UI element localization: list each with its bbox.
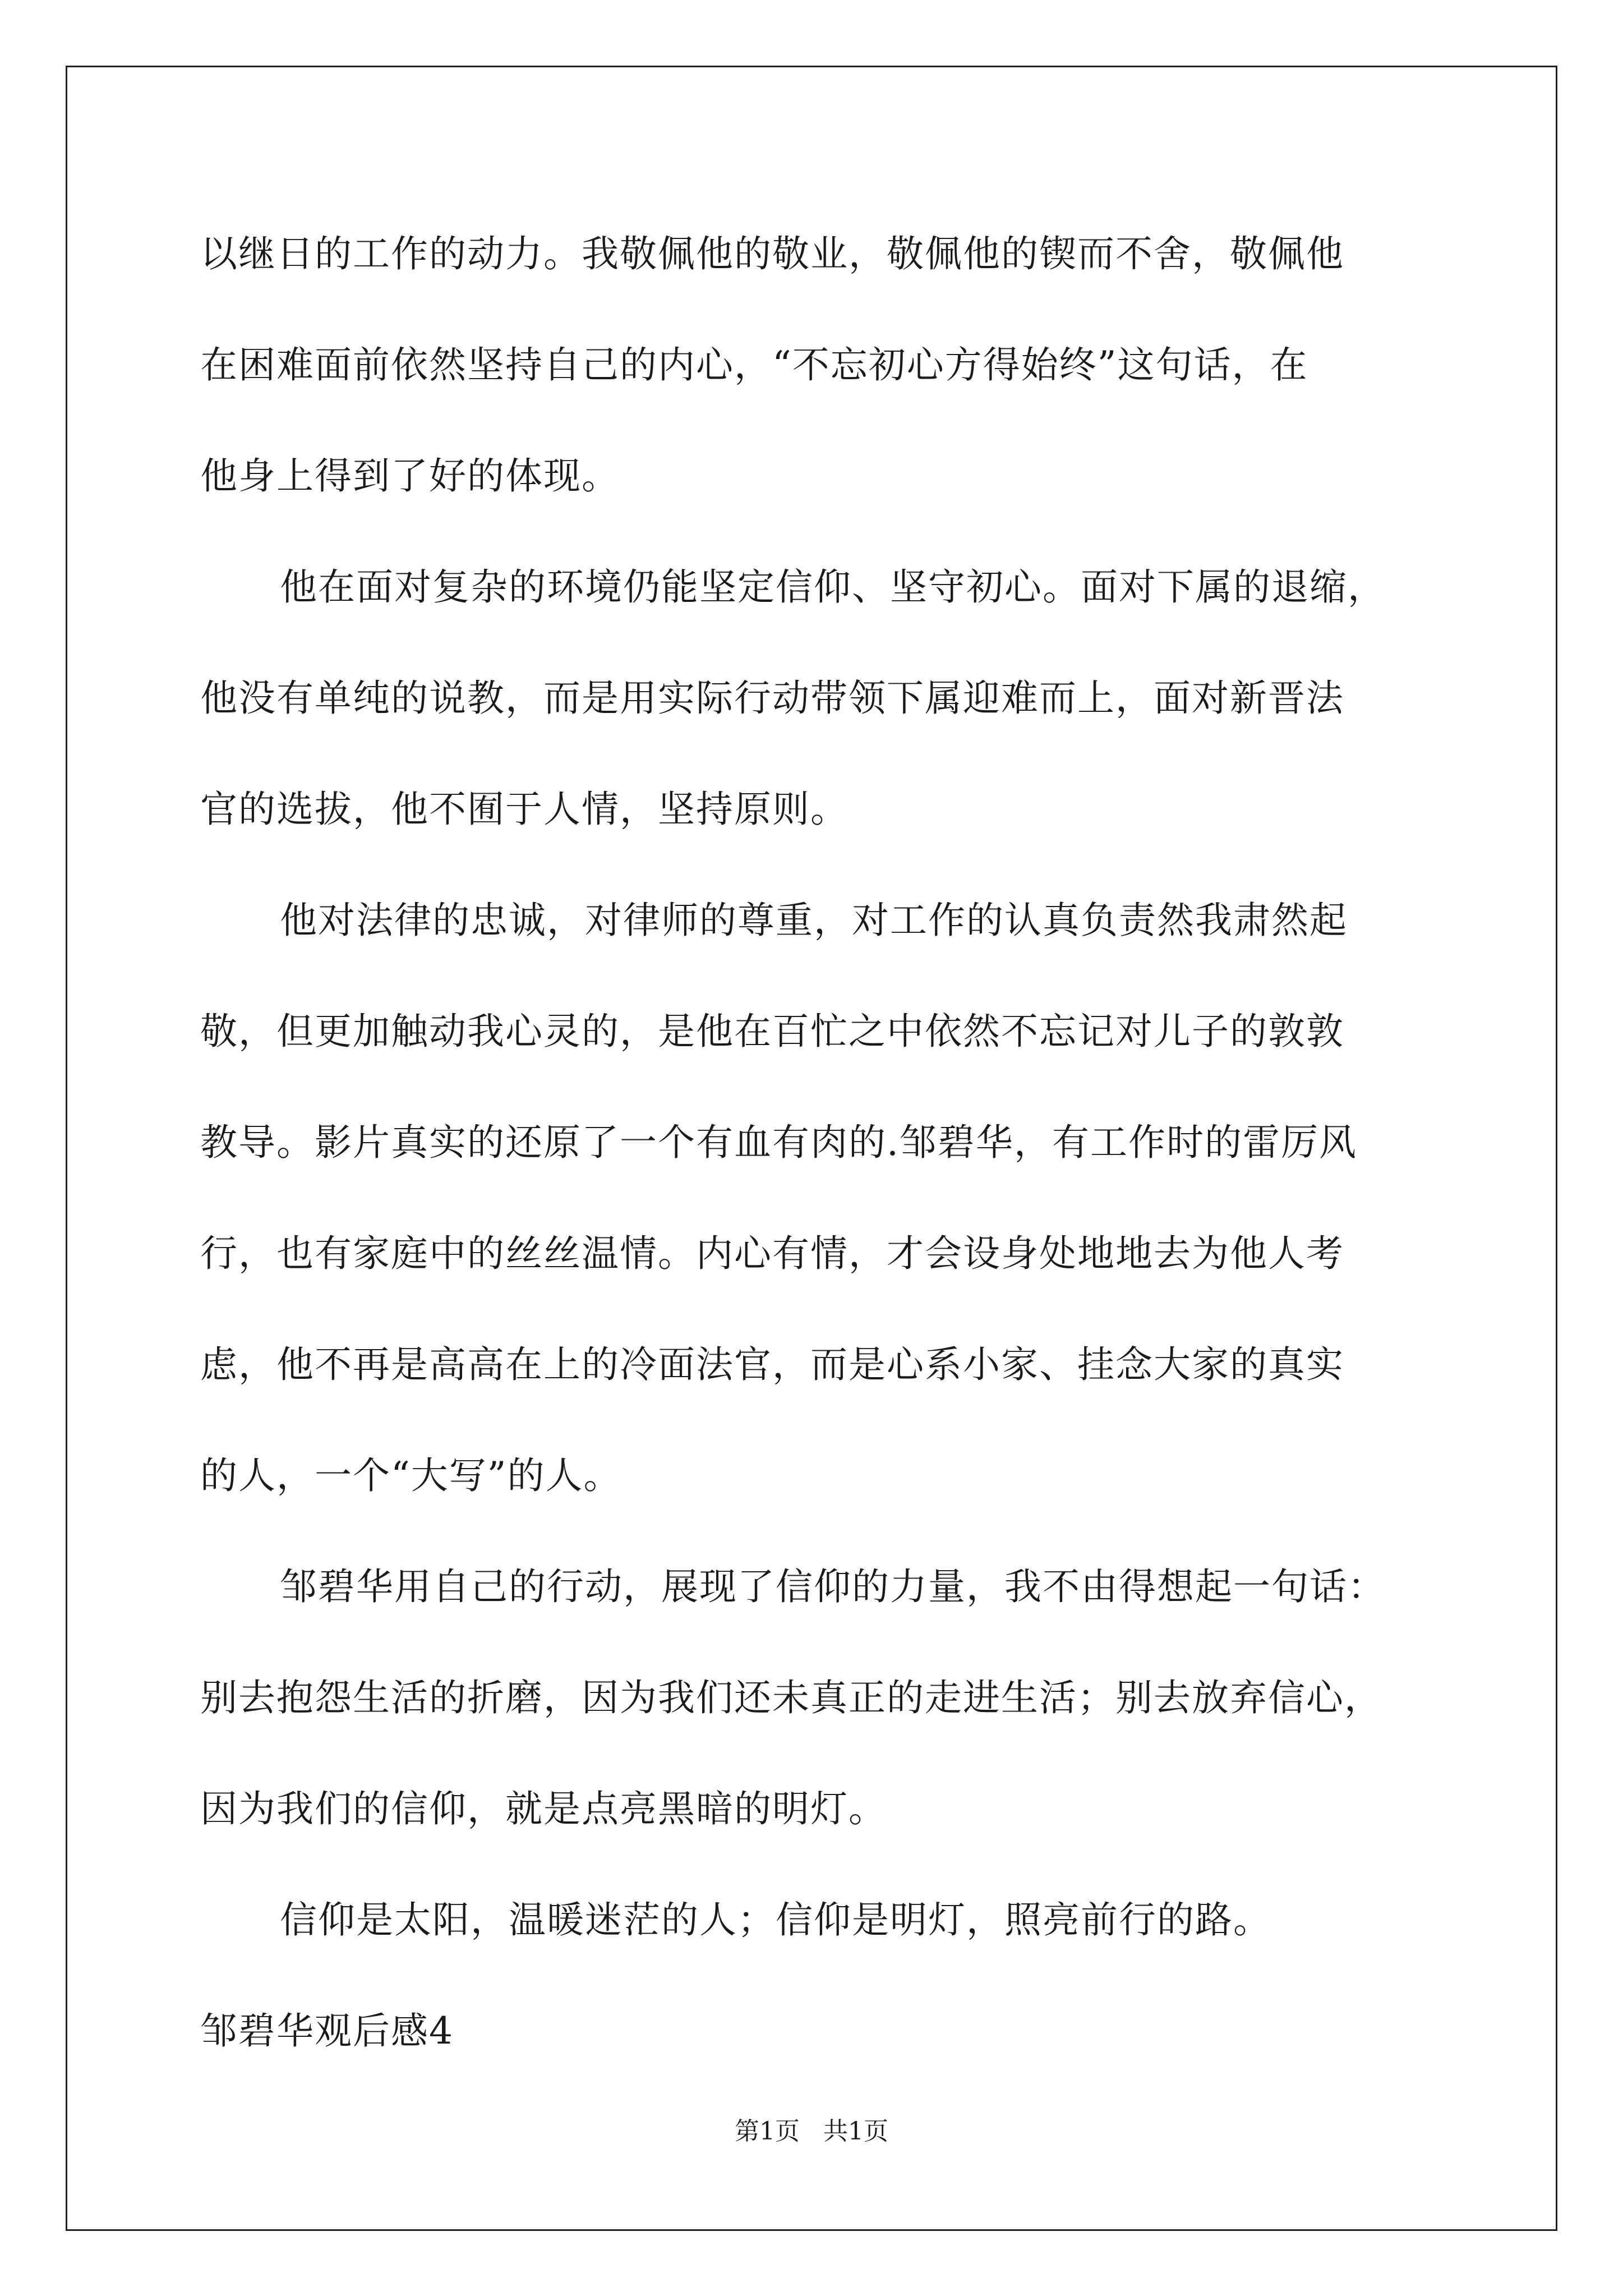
- text-line: 以继日的工作的动力。我敬佩他的敬业，敬佩他的锲而不舍，敬佩他: [200, 232, 1344, 275]
- text-line: 虑，他不再是高高在上的冷面法官，而是心系小家、挂念大家的真实: [200, 1343, 1344, 1386]
- text-line: 别去抱怨生活的折磨，因为我们还未真正的走进生活；别去放弃信心，: [200, 1676, 1382, 1719]
- text-line: 他对法律的忠诚，对律师的尊重，对工作的认真负责然我肃然起: [280, 899, 1348, 942]
- text-line: 邹碧华用自己的行动，展现了信仰的力量，我不由得想起一句话：: [280, 1565, 1386, 1608]
- text-line: 信仰是太阳，温暖迷茫的人；信仰是明灯，照亮前行的路。: [280, 1898, 1271, 1941]
- text-line: 他没有单纯的说教，而是用实际行动带领下属迎难而上，面对新晋法: [200, 677, 1344, 720]
- document-body: [200, 211, 1468, 2099]
- text-line: 因为我们的信仰，就是点亮黑暗的明灯。: [200, 1787, 887, 1830]
- paragraph: [200, 211, 1468, 544]
- page-number-footer: 第1页 共1页: [735, 2117, 888, 2146]
- paragraph: [200, 544, 1468, 877]
- section-heading: 邹碧华观后感4: [200, 2009, 454, 2053]
- text-line: 行，也有家庭中的丝丝温情。内心有情，才会设身处地地去为他人考: [200, 1232, 1344, 1275]
- text-line: 官的选拔，他不囿于人情，坚持原则。: [200, 788, 849, 831]
- text-line: 敬，但更加触动我心灵的，是他在百忙之中依然不忘记对儿子的敦敦: [200, 1010, 1344, 1053]
- text-line: 的人，一个“大写”的人。: [200, 1454, 622, 1497]
- text-line: 他身上得到了好的体现。: [200, 454, 620, 498]
- paragraph: [200, 1544, 1468, 1877]
- text-line: 在困难面前依然坚持自己的内心，“不忘初心方得始终”这句话，在: [200, 343, 1308, 386]
- paragraph: [200, 877, 1468, 1544]
- text-line: 教导。影片真实的还原了一个有血有肉的.邹碧华，有工作时的雷厉风: [200, 1121, 1357, 1164]
- paragraph: [200, 1877, 1468, 1988]
- text-line: 他在面对复杂的环境仍能坚定信仰、坚守初心。面对下属的退缩，: [280, 565, 1386, 609]
